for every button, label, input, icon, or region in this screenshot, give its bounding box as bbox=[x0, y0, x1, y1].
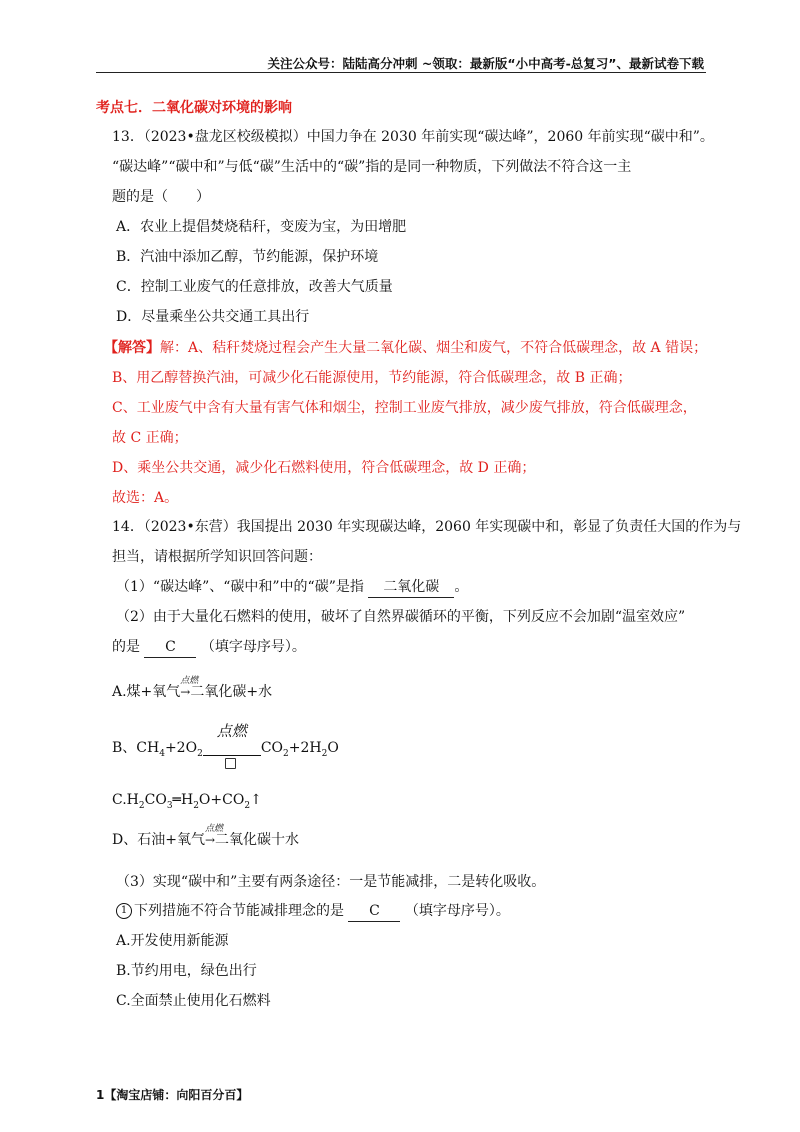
q14-part3-prefix: 下列措施不符合节能减排理念的是 bbox=[134, 903, 344, 919]
q14-part3-option-a: A.开发使用新能源 bbox=[116, 933, 229, 949]
q13-answer-line6: 故选：A。 bbox=[112, 490, 179, 506]
q14-part3-answer: C bbox=[348, 901, 400, 922]
q14-part3-option-c: C.全面禁止使用化石燃料 bbox=[116, 993, 271, 1009]
q14-part1-suffix: 。 bbox=[454, 579, 469, 595]
q13-answer-line3: C、工业废气中含有大量有害气体和烟尘，控制工业废气排放，减少废气排放，符合低碳理念， bbox=[112, 400, 697, 416]
q13-option-c: C．控制工业废气的任意排放，改善大气质量 bbox=[116, 279, 393, 295]
eq-b-cond-text: 点燃 bbox=[216, 721, 247, 740]
eq-a-right: 二氧化碳+水 bbox=[190, 684, 273, 700]
answer-text: 解：A、秸秆焚烧过程会产生大量二氧化碳、烟尘和废气，不符合低碳理念，故 A 错误； bbox=[160, 340, 708, 356]
q14-stem-line1: 14．（2023•东营）我国提出 2030 年实现碳达峰，2060 年实现碳中和，彰显了负责任大国的作为与 bbox=[112, 519, 742, 535]
q14-stem-line2: 担当，请根据所学知识回答问题： bbox=[112, 549, 322, 565]
page-footer: 1【淘宝店铺：向阳百分百】 bbox=[96, 1088, 249, 1102]
eq-b-bar bbox=[203, 721, 261, 756]
q13-stem-line1: 13．（2023•盘龙区校级模拟）中国力争在 2030 年前实现“碳达峰”，2060 年前实现“碳中和”。 bbox=[112, 129, 714, 145]
q13-answer-line5: D、乘坐公共交通，减少化石燃料使用，符合低碳理念，故 D 正确； bbox=[112, 460, 536, 476]
q13-answer-line1 bbox=[104, 338, 707, 358]
q14-part3-suffix: （填字母序号）。 bbox=[404, 903, 510, 919]
q14-eq-a bbox=[112, 676, 273, 702]
q14-part1 bbox=[116, 577, 468, 598]
circled-number: 1 bbox=[116, 903, 132, 919]
q14-eq-c: $C.H_2CO_3═H_2O+CO_2↑$ bbox=[112, 792, 262, 811]
q13-answer-line2: B、用乙醇替换汽油，可减少化石能源使用，节约能源，符合低碳理念，故 B 正确； bbox=[112, 370, 632, 386]
square-icon bbox=[225, 758, 236, 769]
q14-part3-option-b: B.节约用电，绿色出行 bbox=[116, 963, 257, 979]
q13-answer-line4: 故 C 正确； bbox=[112, 430, 188, 446]
q14-part2-suffix: （填字母序号）。 bbox=[200, 639, 306, 655]
q14-part1-prefix: （1）“碳达峰”、“碳中和”中的“碳”是指 bbox=[116, 579, 364, 595]
eq-d-condition bbox=[204, 824, 223, 850]
eq-d-right: 二氧化碳十水 bbox=[215, 832, 300, 848]
q14-part3-line1: （3）实现“碳中和”主要有两条途径：一是节能减排，二是转化吸收。 bbox=[116, 874, 546, 890]
eq-d-left: D、石油+氧气 bbox=[112, 832, 205, 848]
q14-part2-answer: C bbox=[144, 637, 196, 658]
eq-a-condition bbox=[180, 676, 199, 702]
eq-b-left: B、CH bbox=[112, 740, 160, 756]
eq-d-cond-text: 点燃 bbox=[204, 824, 223, 834]
q13-option-b: B．汽油中添加乙醇，节约能源，保护环境 bbox=[116, 249, 379, 265]
q14-eq-b: B、$CH_4+2O_2$ 点燃 $CO_2+2H_2O$ bbox=[112, 738, 339, 764]
eq-c-left: C.H bbox=[112, 792, 139, 808]
q13-stem-line2: “碳达峰”“碳中和”与低“碳”生活中的“碳”指的是同一种物质，下列做法不符合这一主 bbox=[112, 159, 632, 175]
q13-stem-line3: 题的是（ ） bbox=[112, 189, 210, 205]
eq-d-arrow: → bbox=[204, 833, 216, 847]
q14-eq-d bbox=[112, 824, 300, 850]
eq-a-arrow: → bbox=[180, 685, 191, 699]
section-title: 考点七．二氧化碳对环境的影响 bbox=[96, 100, 292, 116]
page-header: 关注公众号：陆陆高分冲刺 ~领取：最新版“小中高考-总复习”、最新试卷下载 bbox=[267, 56, 704, 71]
q14-part2-prefix: 的是 bbox=[112, 639, 140, 655]
q13-option-d: D．尽量乘坐公共交通工具出行 bbox=[116, 309, 310, 325]
q14-part1-answer: 二氧化碳 bbox=[368, 577, 454, 598]
q14-part2-line2 bbox=[112, 637, 306, 658]
header-divider bbox=[96, 72, 706, 73]
eq-a-cond-text: 点燃 bbox=[180, 676, 199, 686]
eq-b-right: CO bbox=[260, 740, 284, 756]
answer-label: 【解答】 bbox=[104, 340, 160, 356]
q14-part2-line1: （2）由于大量化石燃料的使用，破坏了自然界碳循环的平衡，下列反应不会加剧“温室效应” bbox=[116, 609, 686, 625]
q13-option-a: A．农业上提倡焚烧秸秆，变废为宝，为田增肥 bbox=[116, 219, 407, 235]
q14-part3-line2 bbox=[116, 901, 510, 922]
eq-a-left: A.煤+氧气 bbox=[112, 684, 181, 700]
